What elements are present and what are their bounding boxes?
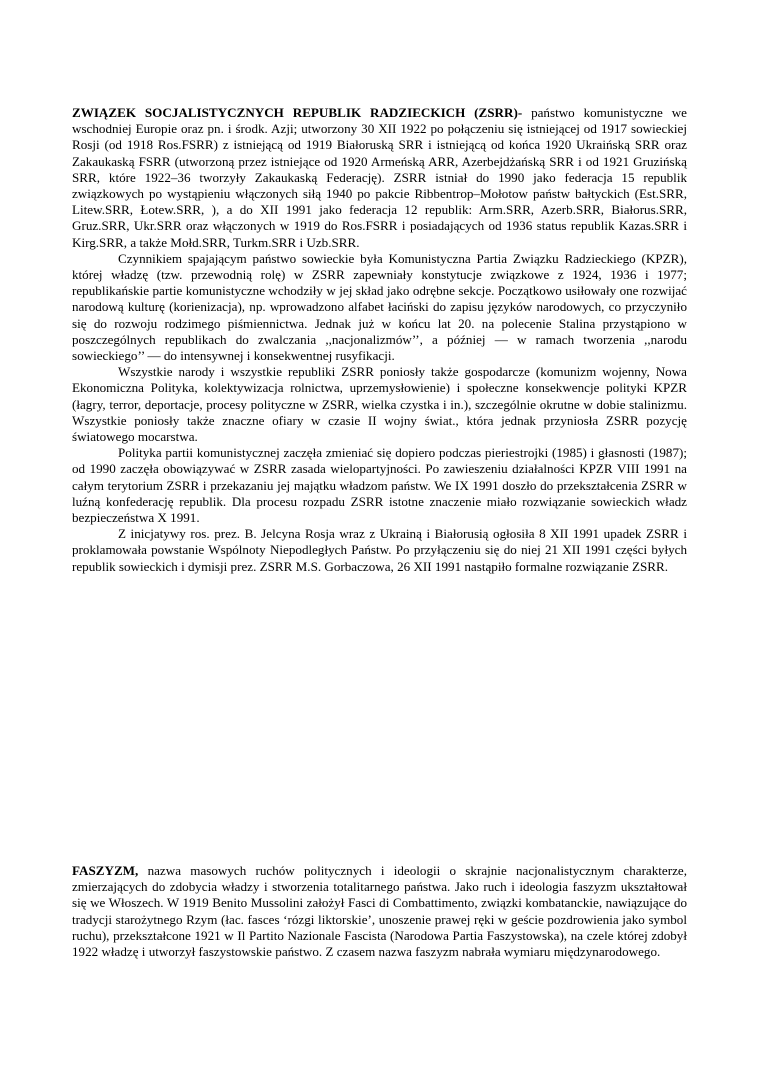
entry-zsrr-paragraph-1-text: państwo komunistyczne we wschodniej Europie oraz pn. i środk. Azji; utworzony 30 XII 1922 po połączeniu się istniejącej od 1917 sowieckiej Rosji (od 1918 Ros.FSRR) z istniejącą od 1919 Białoruską SRR i istniejącą od końca 1920 Ukraińską SRR oraz Zakaukaską FSRR (utworzoną przez istniejące od 1920 Armeńską ARR, Azerbejdżańską SRR i od 1921 Gruzińską SRR, które 1922–36 tworzyły Zakaukaską Federację). ZSRR istniał do 1990 jako federacja 15 republik związkowych po wystąpieniu włączonych siłą 1940 po pakcie Ribbentrop–Mołotow państw bałtyckich (Est.SRR, Litew.SRR, Łotew.SRR, ), a do XII 1991 jako federacja 12 republik: Arm.SRR, Azerb.SRR, Białorus.SRR, Gruz.SRR, Ukr.SRR oraz włączonych w 1919 do Ros.FSRR i posiadających od 1936 status republik Kazas.SRR i Kirg.SRR, a także Mołd.SRR, Turkm.SRR i Uzb.SRR. [72, 105, 687, 250]
entry-zsrr-paragraph-5: Z inicjatywy ros. prez. B. Jelcyna Rosja wraz z Ukrainą i Białorusią ogłosiła 8 XII 1991 upadek ZSRR i proklamowała powstanie Wspólnoty Niepodległych Państw. Po przyłączeniu się do niej 21 XII 1991 części byłych republik sowieckich i dymisji prez. ZSRR M.S. Gorbaczowa, 26 XII 1991 nastąpiło formalne rozwiązanie ZSRR. [72, 526, 687, 574]
entry-zsrr-paragraph-2: Czynnikiem spajającym państwo sowieckie była Komunistyczna Partia Związku Radzieckiego (KPZR), której władzę (tzw. przewodnią rolę) w ZSRR zapewniały konstytucje związkowe z 1924, 1936 i 1977; republikańskie partie komunistyczne wchodziły w jej skład jako odrębne sekcje. Początkowo usiłowały one rozwijać narodową kulturę (korienizacja), np. wprowadzono alfabet łaciński do zapisu języków narodowych, co przyczyniło się do rozwoju rodzimego piśmiennictwa. Jednak już w końcu lat 20. na polecenie Stalina przystąpiono w poszczególnych republikach do zwalczania ,,nacjonalizmów’’, a później — w ramach tworzenia ,,narodu sowieckiego’’ — do intensywnej i konsekwentnej rusyfikacji. [72, 250, 687, 364]
entry-zsrr-paragraph-1 [72, 105, 687, 251]
entry-zsrr-heading: ZWIĄZEK SOCJALISTYCZNYCH REPUBLIK RADZIECKICH (ZSRR)- [72, 105, 523, 120]
entry-faszyzm-paragraph-1-text: nazwa masowych ruchów politycznych i ideologii o skrajnie nacjonalistycznym charakterze, zmierzających do zdobycia władzy i stworzenia totalitarnego państwa. Jako ruch i ideologia faszyzm ukształtował się we Włoszech. W 1919 Benito Mussolini założył Fasci di Combattimento, związki kombatanckie, nawiązujące do tradycji starożytnego Rzym (łac. fasces ‘rózgi liktorskie’, unoszenie prawej ręki w geście pozdrowienia jako symbol ruchu), przekształcone 1921 w Il Partito Nazionale Fascista (Narodowa Partia Faszystowska), na czele której zdobył 1922 władzę i utworzył faszystowskie państwo. Z czasem nazwa faszyzm nabrała wymiaru międzynarodowego. [72, 863, 688, 960]
entry-faszyzm-paragraph-1 [72, 863, 687, 960]
entry-faszyzm [72, 863, 687, 960]
entry-faszyzm-heading: FASZYZM, [72, 863, 139, 878]
entry-zsrr-paragraph-3: Wszystkie narody i wszystkie republiki ZSRR poniosły także gospodarcze (komunizm wojenny, Nowa Ekonomiczna Polityka, kolektywizacja rolnictwa, uprzemysłowienie) i społeczne konsekwencje polityki KPZR (łagry, terror, deportacje, procesy polityczne w ZSRR, wielka czystka i in.), szczególnie okrutne w dobie stalinizmu. Wszystkie poniosły także znaczne ofiary w czasie II wojny świat., która jednak przyniosła ZSRR pozycję światowego mocarstwa. [72, 364, 687, 445]
entry-zsrr [72, 105, 687, 575]
entry-zsrr-paragraph-4: Polityka partii komunistycznej zaczęła zmieniać się dopiero podczas pieriestrojki (1985) i głasnosti (1987); od 1990 zaczęła obowiązywać w ZSRR zasada wielopartyjności. Po zawieszeniu działalności KPZR VIII 1991 na całym terytorium ZSRR i przekazaniu jej majątku władzom państw. We IX 1991 doszło do przekształcenia ZSRR w luźną konfederację republik. Dla procesu rozpadu ZSRR istotne znaczenie miało rozwiązanie sowieckich władz bezpieczeństwa X 1991. [72, 445, 687, 526]
